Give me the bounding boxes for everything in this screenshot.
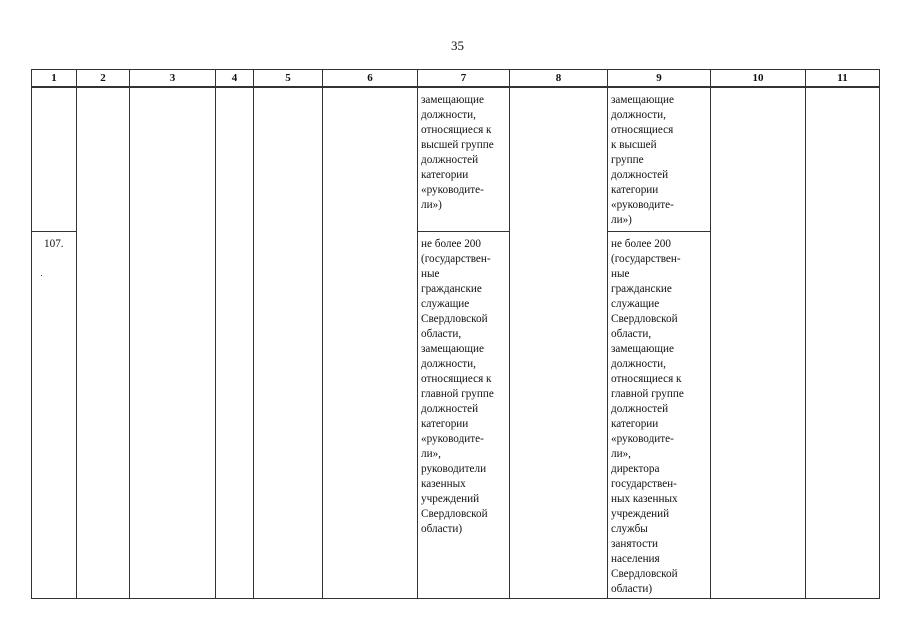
row-number (32, 88, 76, 93)
scan-speck (41, 275, 42, 276)
column-header-8: 8 (510, 70, 608, 88)
cell-text-col9: замещающие должности, относящиеся к высшей группе должностей категории «руководите- ли») (611, 94, 674, 226)
column-header-3: 3 (130, 70, 216, 88)
table-cell (77, 87, 130, 232)
column-header-9: 9 (608, 70, 711, 88)
cell-text-col7: не более 200 (государствен- ные гражданские служащие Свердловской области, замещающие должности, относящиеся к главной группе должностей категории «руководите- ли», руководители казенных учреждений Свердловской области) (421, 238, 494, 535)
table-cell (806, 232, 880, 599)
table-row (32, 87, 880, 232)
table-cell (323, 87, 418, 232)
table-header-row (32, 70, 880, 88)
table-cell (216, 87, 254, 232)
column-header-10: 10 (711, 70, 806, 88)
table-row (32, 232, 880, 599)
table-cell (711, 232, 806, 599)
table-cell (254, 232, 323, 599)
cell-text-col9: не более 200 (государствен- ные гражданские служащие Свердловской области, замещающие должности, относящиеся к главной группе должностей категории «руководите- ли», директора государствен- ных казенных учреждений службы занятости населения Свердловской области) (611, 238, 684, 595)
column-header-5: 5 (254, 70, 323, 88)
table-cell (130, 232, 216, 599)
table-cell (254, 87, 323, 232)
column-header-2: 2 (77, 70, 130, 88)
table-cell (323, 232, 418, 599)
data-table (31, 69, 880, 599)
table-cell (77, 232, 130, 599)
table-cell (806, 87, 880, 232)
table-cell (608, 87, 711, 232)
column-header-7: 7 (418, 70, 510, 88)
table-cell (510, 87, 608, 232)
page-number: 35 (451, 38, 464, 53)
table-cell (510, 232, 608, 599)
column-header-6: 6 (323, 70, 418, 88)
table-cell (711, 87, 806, 232)
table-cell (608, 232, 711, 599)
row-number-cell (32, 87, 77, 232)
row-number-cell (32, 232, 77, 599)
cell-text-col7: замещающие должности, относящиеся к высшей группе должностей категории «руководите- ли») (421, 94, 494, 211)
table-cell (216, 232, 254, 599)
column-header-1: 1 (32, 70, 77, 88)
row-number: 107. (44, 238, 64, 250)
table-cell (418, 232, 510, 599)
table-cell (418, 87, 510, 232)
table-cell (130, 87, 216, 232)
column-header-4: 4 (216, 70, 254, 88)
column-header-11: 11 (806, 70, 880, 88)
